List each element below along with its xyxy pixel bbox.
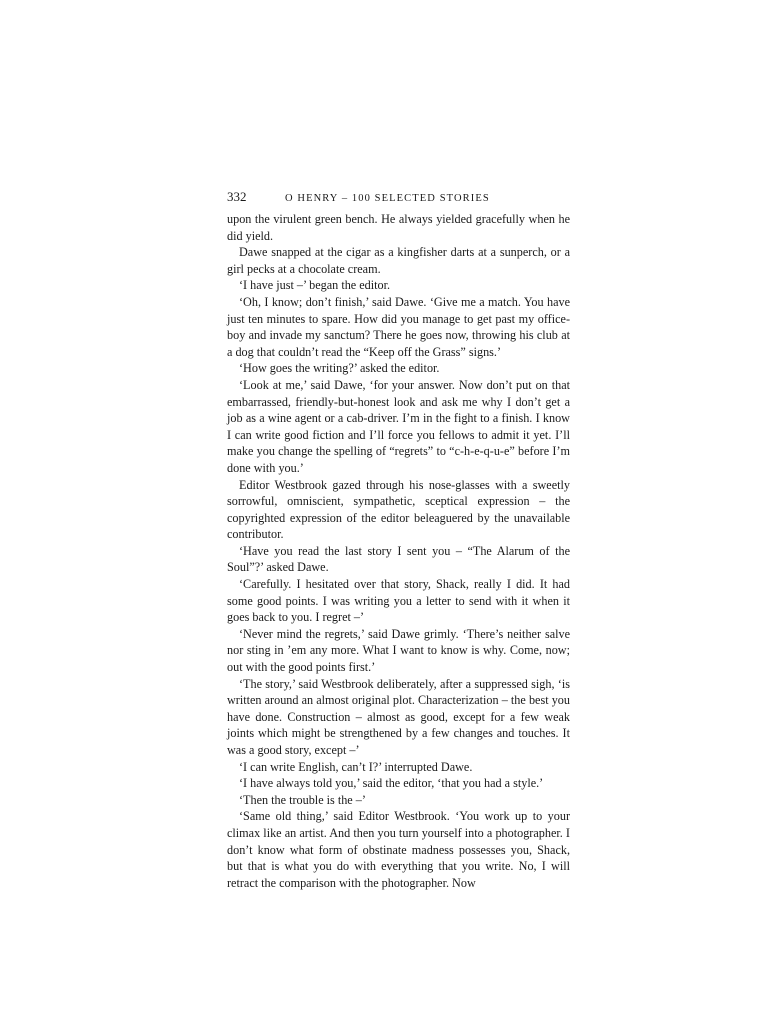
paragraph: ‘Same old thing,’ said Editor Westbrook. ‘You work up to your climax like an artist. And then you turn yourself into a photographer. I don’t know what form of obstinate madness possesses you, Shack, but that is what you do with everything that you write. No, I will retract the comparison with the photographer. Now [227,809,570,890]
paragraph: Dawe snapped at the cigar as a kingfisher darts at a sunperch, or a girl pecks at a chocolate cream. [227,245,570,276]
paragraph: ‘Then the trouble is the –’ [239,792,366,807]
paragraph: ‘I have always told you,’ said the editor, ‘that you had a style.’ [239,776,544,791]
paragraph: ‘How goes the writing?’ asked the editor. [239,361,440,376]
running-title: O HENRY – 100 SELECTED STORIES [285,193,490,204]
paragraph: ‘Carefully. I hesitated over that story, Shack, really I did. It had some good points. I was writing you a letter to send with it when it goes back to you. I regret –’ [227,577,570,625]
paragraph: upon the virulent green bench. He always yielded gracefully when he did yield. [227,212,570,243]
paragraph: Editor Westbrook gazed through his nose-glasses with a sweetly sorrowful, omniscient, sympathetic, sceptical expression – the copyrighted expression of the editor beleaguered by the unavailable contributor. [227,477,570,542]
paragraph: ‘Oh, I know; don’t finish,’ said Dawe. ‘Give me a match. You have just ten minutes to spare. How did you manage to get past my office-boy and invade my sanctum? There he goes now, throwing his club at a dog that couldn’t read the “Keep off the Grass” signs.’ [227,294,570,359]
paragraph: ‘Never mind the regrets,’ said Dawe grimly. ‘There’s neither salve nor sting in ’em any more. What I want to know is why. Come, now; out with the good points first.’ [227,626,570,675]
paragraph: ‘The story,’ said Westbrook deliberately, after a suppressed sigh, ‘is written around an almost original plot. Characterization – the best you have done. Construction – almost as good, except for a few weak joints which might be strengthened by a few changes and touches. It was a good story, except –’ [227,676,570,757]
paragraph: ‘I have just –’ began the editor. [239,278,391,293]
running-head [227,189,570,211]
paragraph: ‘Look at me,’ said Dawe, ‘for your answer. Now don’t put on that embarrassed, friendly-but-honest look and ask me why I don’t get a job as a wine agent or a cab-driver. I’m in the fight to a finish. I know I can write good fiction and I’ll force you fellows to admit it yet. I’ll make you change the spelling of “regrets” to “c-h-e-q-u-e” before I’m done with you.’ [227,377,570,475]
book-page [227,189,570,891]
paragraph: ‘Have you read the last story I sent you – “The Alarum of the Soul”?’ asked Dawe. [227,543,570,575]
paragraph: ‘I can write English, can’t I?’ interrupted Dawe. [239,759,473,774]
body-text [227,211,570,891]
page-number: 332 [227,189,247,204]
